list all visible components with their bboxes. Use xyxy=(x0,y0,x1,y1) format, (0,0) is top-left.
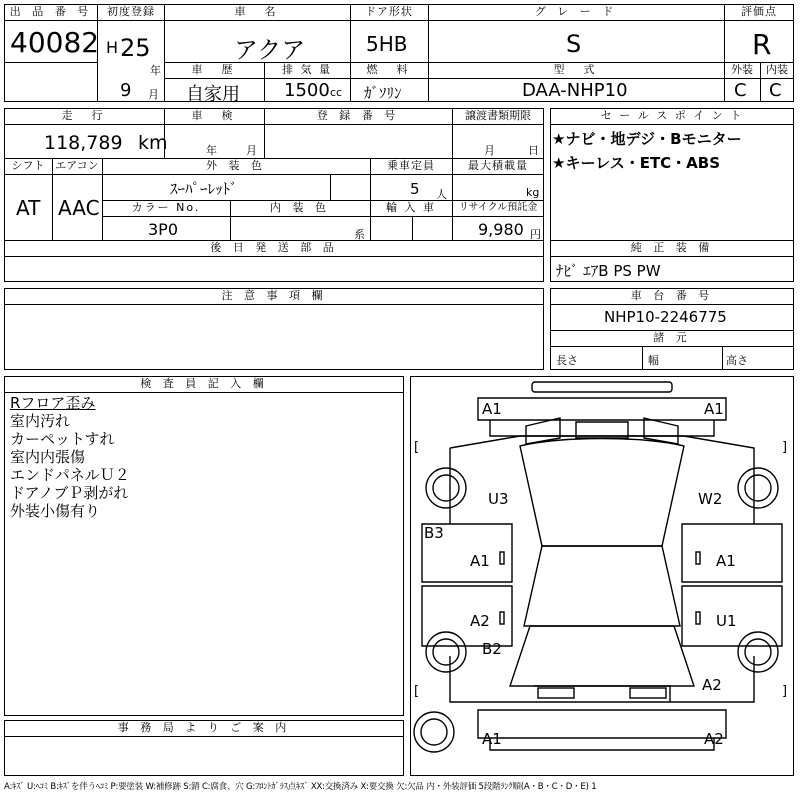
displacement-unit: cc xyxy=(330,86,343,99)
model: DAA-NHP10 xyxy=(522,80,628,101)
reg-year-unit: 年 xyxy=(150,64,161,77)
lot-no-label: 出 品 番 号 xyxy=(9,5,93,18)
sales-line-1: ★ナビ・地デジ・Bモニター xyxy=(552,130,742,148)
reg-year: 25 xyxy=(120,34,151,62)
exterior-label: 外装 xyxy=(731,63,753,76)
width-label: 幅 xyxy=(648,354,659,367)
mark-bottom-right: A2 xyxy=(704,730,724,748)
height-label: 高さ xyxy=(726,354,748,367)
equipment-value: ﾅﾋﾞ ｴｱB PS PW xyxy=(556,262,661,280)
inspector-notes xyxy=(10,394,130,520)
office-label: 事 務 局 よ り ご 案 内 xyxy=(117,721,291,734)
transfer-month-unit: 月 xyxy=(484,144,495,157)
capacity-unit: 人 xyxy=(436,188,447,201)
chassis-number: NHP10-2246775 xyxy=(604,308,727,326)
note-7: 外装小傷有り xyxy=(10,502,101,520)
import-label: 輸 入 車 xyxy=(386,201,436,214)
load-unit: kg xyxy=(526,186,540,199)
equipment-label: 純 正 装 備 xyxy=(630,241,714,254)
mark-front-left-fender: U3 xyxy=(488,490,509,508)
note-3: カーペットすれ xyxy=(10,430,115,448)
note-6: ドアノブＰ剥がれ xyxy=(10,484,129,502)
mark-right-front-door: A1 xyxy=(716,552,736,570)
ext-color-label: 外 装 色 xyxy=(206,159,266,172)
car-name-label: 車 名 xyxy=(234,5,280,18)
ac: AAC xyxy=(58,196,100,220)
inspection-year-unit: 年 xyxy=(206,144,217,157)
inspector-label: 検 査 員 記 入 欄 xyxy=(140,377,268,390)
grade: S xyxy=(566,30,582,58)
mileage-label: 走 行 xyxy=(61,109,107,122)
mark-top-right: A1 xyxy=(704,400,724,418)
interior-label: 内装 xyxy=(766,63,788,76)
inspection-label: 車 検 xyxy=(191,109,237,122)
fuel: ｶﾞｿﾘﾝ xyxy=(364,84,402,102)
recycle: 9,980 xyxy=(478,220,524,239)
note-5: エンドパネルＵ２ xyxy=(10,466,130,484)
era: H xyxy=(106,38,119,57)
inspection-month-unit: 月 xyxy=(246,144,257,157)
shift: AT xyxy=(16,196,41,220)
shift-label: シフト xyxy=(11,159,45,172)
mark-left-front-door: A1 xyxy=(470,552,490,570)
history-label: 車 歴 xyxy=(191,63,237,76)
note-2: 室内汚れ xyxy=(10,412,71,430)
note-4: 室内内張傷 xyxy=(10,448,86,466)
recycle-unit: 円 xyxy=(530,228,541,241)
grade-label: グ レ ー ド xyxy=(534,5,618,18)
first-reg-label: 初度登録 xyxy=(107,5,155,18)
mark-left-panel: B3 xyxy=(424,524,444,542)
displacement: 1500 xyxy=(284,80,330,101)
mark-bottom-left: A1 xyxy=(482,730,502,748)
mileage: 118,789 xyxy=(44,132,123,154)
model-label: 型 式 xyxy=(553,63,599,76)
legend: A:ｷｽﾞ U:ﾍｺﾐ B:ｷｽﾞを伴うﾍｺﾐ P:要塗装 W:補修跡 S:錆 C:腐食、穴 G:ﾌﾛﾝﾄｶﾞﾗｽ点ｷｽﾞ XX:交換済み X:要交換 欠:欠品 内・外装評価 5段階ﾗﾝｸ順(A・B・C・D・E) 1 xyxy=(4,782,597,792)
mark-right-rear-door: U1 xyxy=(716,612,737,630)
reg-no-label: 登 録 番 号 xyxy=(316,109,400,122)
mark-right-rear-fender: A2 xyxy=(702,676,722,694)
ext-color: ｽｰﾊﾟｰﾚｯﾄﾞ xyxy=(170,180,238,198)
score: R xyxy=(752,28,772,61)
transfer-day-unit: 日 xyxy=(528,144,539,157)
mark-front-right-fender: W2 xyxy=(698,490,723,508)
bracket-left-top: [ xyxy=(414,440,420,455)
length-label: 長さ xyxy=(556,354,578,367)
color-no-label: カラー No. xyxy=(131,201,201,214)
later-parts-label: 後 日 発 送 部 品 xyxy=(210,241,338,254)
bracket-left-bottom: [ xyxy=(414,684,420,699)
exterior-score: C xyxy=(734,80,747,101)
mileage-unit: km xyxy=(138,132,168,154)
fuel-label: 燃 料 xyxy=(366,63,412,76)
car-name: アクア xyxy=(234,36,306,64)
note-1: Rフロア歪み xyxy=(10,394,96,412)
mark-left-rear-fender: B2 xyxy=(482,640,502,658)
recycle-label: リサイクル預託金 xyxy=(458,202,538,213)
caution-label: 注 意 事 項 欄 xyxy=(221,289,327,302)
capacity: 5 xyxy=(410,180,420,198)
reg-month: 9 xyxy=(120,80,132,101)
chassis-label: 車 台 番 号 xyxy=(630,289,714,302)
interior-score: C xyxy=(769,80,782,101)
transfer-label: 譲渡書類期限 xyxy=(465,109,531,122)
color-no: 3P0 xyxy=(148,220,179,239)
door-label: ドア形状 xyxy=(365,5,413,18)
mark-left-rear-door: A2 xyxy=(470,612,490,630)
load-label: 最大積載量 xyxy=(468,159,528,172)
int-color-unit: 系 xyxy=(354,228,365,241)
door: 5HB xyxy=(366,32,408,56)
capacity-label: 乗車定員 xyxy=(387,159,435,172)
ac-label: エアコン xyxy=(55,159,99,172)
bracket-right-bottom: ] xyxy=(782,684,788,699)
score-label: 評価点 xyxy=(741,5,777,18)
history: 自家用 xyxy=(186,84,240,105)
displacement-label: 排 気 量 xyxy=(282,63,332,76)
lot-no: 40082 xyxy=(10,26,100,59)
sales-line-2: ★キーレス・ETC・ABS xyxy=(552,154,721,172)
bracket-right-top: ] xyxy=(782,440,788,455)
sales-label: セ ー ル ス ポ イ ン ト xyxy=(600,109,744,122)
int-color-label: 内 装 色 xyxy=(270,201,330,214)
car-outline-svg xyxy=(410,376,794,776)
dims-label: 諸 元 xyxy=(653,331,691,344)
mark-top-left: A1 xyxy=(482,400,502,418)
reg-month-unit: 月 xyxy=(148,88,159,101)
